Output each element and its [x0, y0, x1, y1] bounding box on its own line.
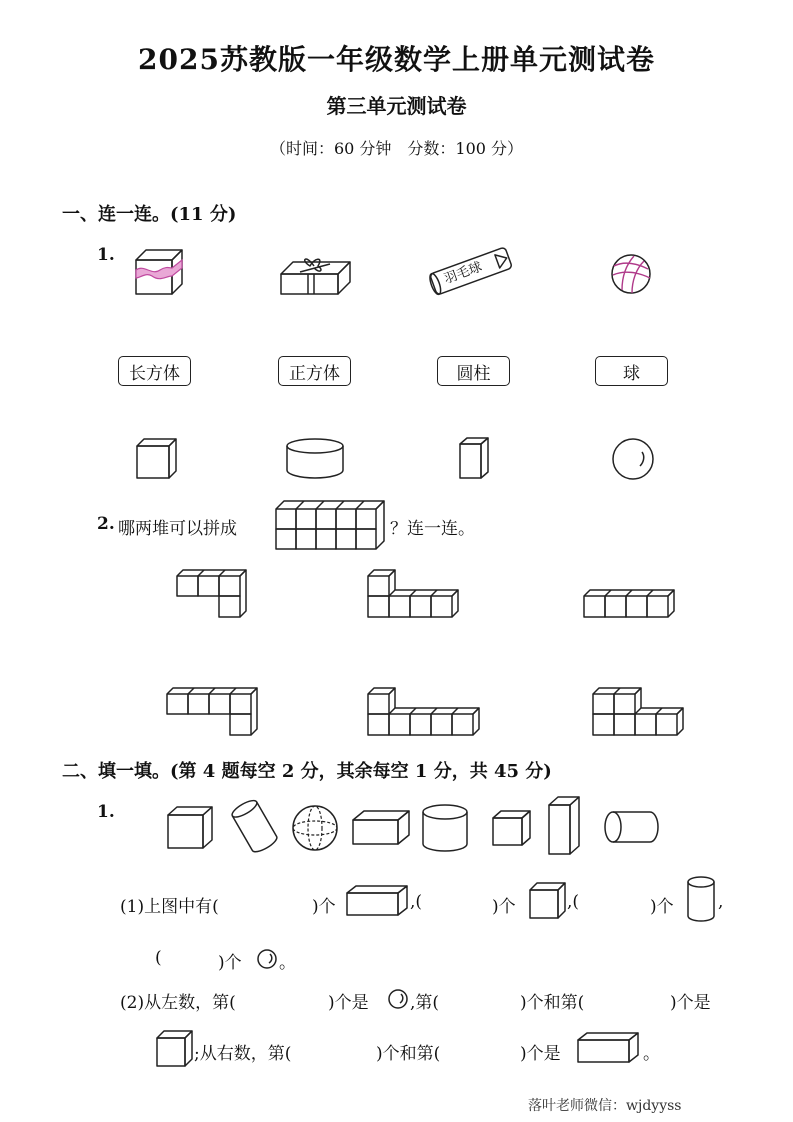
row-shape-6-cube [492, 810, 532, 846]
footer-watermark: 落叶老师微信：wjdyyss [528, 1098, 682, 1114]
s1-q2-number: 2. [97, 514, 115, 534]
sphere-shape [612, 438, 654, 480]
inline-sphere-icon-2 [387, 988, 409, 1010]
cube-shape [136, 438, 178, 480]
block-pile-a [176, 568, 248, 620]
s2-p2-text-a: (2)从左数，第( [120, 993, 236, 1013]
target-block-stack [275, 500, 387, 550]
row-shape-2-cylinder-tilted [232, 798, 278, 856]
s1-q2-text-after: ？连一连。 [390, 519, 475, 539]
s2-p2-text-i: 。 [643, 1044, 660, 1064]
section-1-heading: 一、连一连。(11 分) [62, 204, 237, 225]
block-pile-f [592, 686, 684, 738]
inline-sphere-icon [256, 948, 278, 970]
shuttlecock-tube-label: 羽毛球 [442, 259, 485, 288]
section-2-heading: 二、填一填。(第 4 题每空 2 分，其余每空 1 分，共 45 分) [62, 761, 552, 782]
block-pile-e [367, 686, 479, 738]
cylinder-flat-shape [286, 438, 344, 480]
s2-p1-text-j: 。 [279, 953, 296, 973]
inline-cube-icon [529, 882, 567, 920]
gift-box-picture [280, 252, 352, 296]
s2-p1-text-i: )个 [218, 953, 242, 973]
s2-p2-text-b: )个是 [328, 993, 369, 1013]
s2-p1-text-g: , [718, 892, 724, 912]
row-shape-8-cylinder-lying [604, 810, 660, 844]
inline-cuboid-icon [346, 885, 410, 917]
tall-cuboid-shape [459, 437, 489, 479]
s2-p2-text-f: ;从右数，第( [194, 1044, 292, 1064]
s2-p1-text-c: ,( [410, 892, 423, 912]
page-title: 2025苏教版一年级数学上册单元测试卷 [138, 43, 655, 76]
s2-p1-text-h: ( [155, 948, 162, 968]
s2-p2-text-g: )个和第( [376, 1044, 441, 1064]
s2-p1-text-a: (1)上图中有( [120, 897, 219, 917]
s1-q1-number: 1. [97, 245, 115, 265]
s2-q1-number: 1. [97, 802, 115, 822]
inline-cube-icon-2 [156, 1030, 194, 1068]
s2-p1-text-b: )个 [312, 897, 336, 917]
label-cuboid: 长方体 [118, 356, 191, 386]
inline-cylinder-icon [687, 876, 715, 924]
s2-p1-text-d: )个 [492, 897, 516, 917]
s2-p2-text-h: )个是 [520, 1044, 561, 1064]
block-pile-d [166, 686, 258, 738]
time-score-line: （时间：60 分钟 分数：100 分） [269, 139, 524, 158]
label-sphere: 球 [595, 356, 668, 386]
s2-p2-text-c: ,第( [410, 993, 440, 1013]
label-cube: 正方体 [278, 356, 351, 386]
row-shape-4-cuboid [352, 810, 410, 846]
s2-p2-text-e: )个是 [670, 993, 711, 1013]
row-shape-3-sphere [291, 804, 339, 852]
volleyball-picture [610, 253, 652, 295]
s1-q2-text-before: 哪两堆可以拼成 [118, 519, 237, 539]
inline-cuboid-icon-2 [577, 1032, 641, 1064]
s2-p1-text-f: )个 [650, 897, 674, 917]
row-shape-7-tall-cuboid [548, 796, 582, 856]
block-pile-b [367, 568, 459, 620]
row-shape-5-cylinder [422, 804, 468, 852]
s2-p2-text-d: )个和第( [520, 993, 585, 1013]
row-shape-1-cube [167, 806, 215, 850]
s2-p1-text-e: ,( [567, 892, 580, 912]
label-cylinder: 圆柱 [437, 356, 510, 386]
block-pile-c [583, 588, 675, 620]
tissue-box-picture [134, 246, 184, 296]
page-subtitle: 第三单元测试卷 [326, 94, 467, 118]
